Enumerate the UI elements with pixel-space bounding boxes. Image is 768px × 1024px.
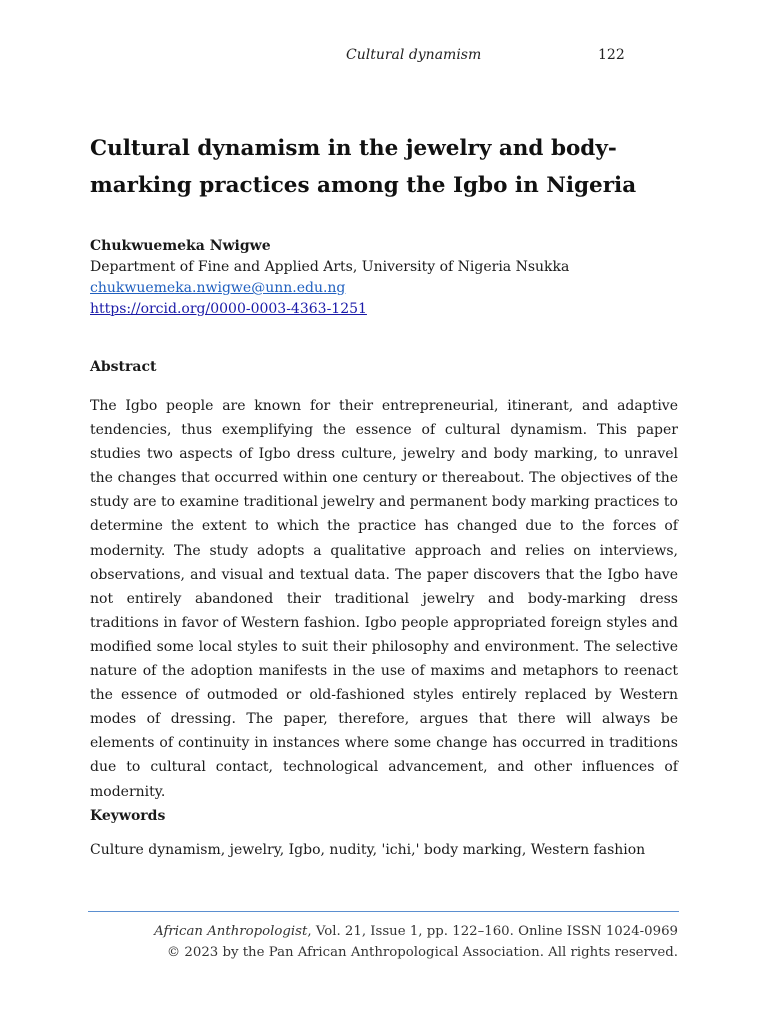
- abstract-text: The Igbo people are known for their entrepreneurial, itinerant, and adaptive tendencies, thus exemplifying the essence of cultural dynamism. This paper studies two aspects of Igbo dress culture, jewelry and body marking, to unravel the changes that occurred within one century or thereabout. The objectives of the study are to examine traditional jewelry and permanent body marking practices to determine the extent to which the practice has changed due to the forces of modernity. The study adopts a qualitative approach and relies on interviews, observations, and visual and textual data. The paper discovers that the Igbo have not entirely abandoned their traditional jewelry and body-marking dress traditions in favor of Western fashion. Igbo people appropriated foreign styles and modified some local styles to suit their philosophy and environment. The selective nature of the adoption manifests in the use of maxims and metaphors to reenact the essence of outmoded or old-fashioned styles entirely replaced by Western modes of dressing. The paper, therefore, argues that there will always be elements of continuity in instances where some change has occurred in traditions due to cultural contact, technological advancement, and other influences of modernity.: [90, 398, 678, 800]
- running-title: Cultural dynamism: [346, 47, 482, 63]
- abstract-heading: Abstract: [90, 359, 157, 375]
- footer-citation: , Vol. 21, Issue 1, pp. 122–160. Online ISSN 1024-0969: [307, 924, 678, 939]
- author-email-link[interactable]: chukwuemeka.nwigwe@unn.edu.ng: [90, 280, 346, 296]
- author-affiliation: Department of Fine and Applied Arts, University of Nigeria Nsukka: [90, 259, 570, 275]
- footer-citation-line: [78, 921, 678, 942]
- author-name: Chukwuemeka Nwigwe: [90, 238, 271, 254]
- page-number: 122: [598, 47, 625, 63]
- orcid-link[interactable]: https://orcid.org/0000-0003-4363-1251: [90, 301, 367, 317]
- article-title: Cultural dynamism in the jewelry and body-marking practices among the Igbo in Nigeria: [90, 136, 637, 198]
- journal-name: African Anthropologist: [154, 924, 308, 939]
- footer: [78, 921, 678, 963]
- keywords-text: Culture dynamism, jewelry, Igbo, nudity, 'ichi,' body marking, Western fashion: [90, 842, 646, 858]
- author-block: [90, 236, 690, 320]
- footer-copyright: © 2023 by the Pan African Anthropological Association. All rights reserved.: [166, 945, 678, 960]
- footer-divider: [88, 911, 679, 912]
- keywords-heading: Keywords: [90, 808, 166, 824]
